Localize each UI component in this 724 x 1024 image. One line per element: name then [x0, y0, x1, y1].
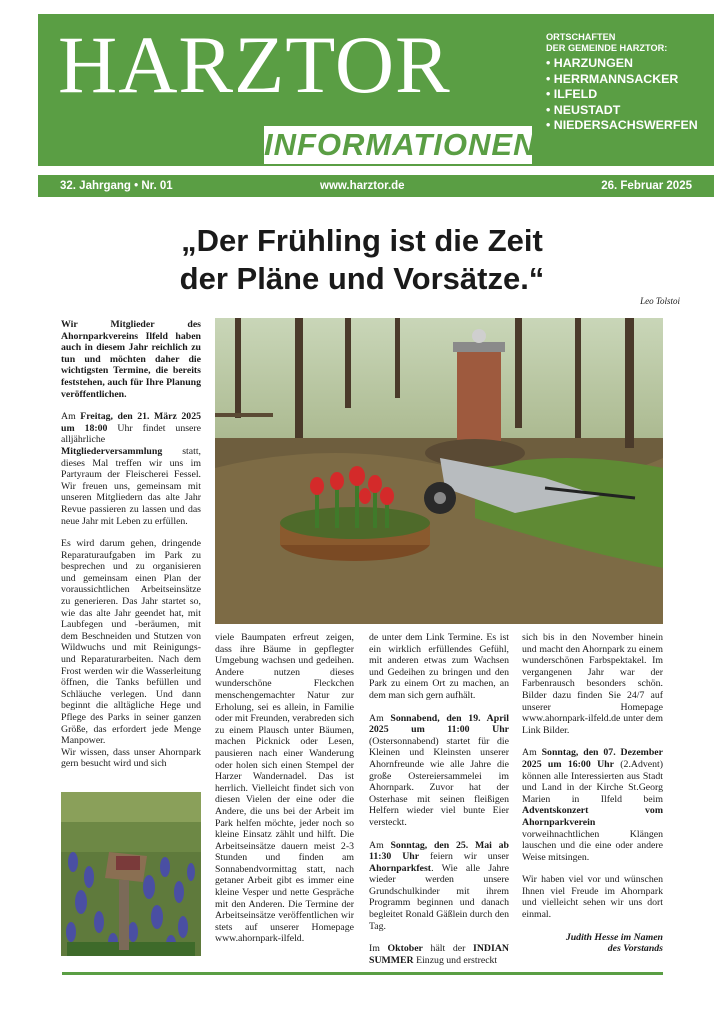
- website-link[interactable]: www.harztor.de: [320, 180, 405, 192]
- issue-date: 26. Februar 2025: [601, 180, 692, 192]
- paragraph-easter: Am Sonnabend, den 19. April 2025 um 11:00 Uhr (Ostersonnabend) startet für die Kleinen und Kleinsten unserer Ahornfreunde wie alle Jahre die große Ostereiersammelei im Ahornpark. Zuvor hat der Osterhase mit seinen fleißigen Helfern wieder viel bunte Eier versteckt.: [369, 712, 509, 828]
- paragraph-autumn-colors: sich bis in den November hinein und macht den Ahornpark zu einem wunderschönen Farbspektakel. Im vergangenen Jahr war der Farbenrausch besonders schön. Bilder dazu finden Sie 24/7 auf unserer Homepage www.ahornpark-ilfeld.de unter dem Link Bilder.: [522, 632, 663, 736]
- quote-author: Leo Tolstoi: [640, 296, 680, 306]
- article-column-1: [61, 319, 201, 781]
- park-main-photo: [215, 318, 663, 624]
- town-item: • HARZUNGEN: [546, 56, 633, 70]
- park-sign-photo: [61, 792, 201, 956]
- issue-number: 32. Jahrgang • Nr. 01: [60, 180, 173, 192]
- paragraph-closing: Wir haben viel vor und wünschen Ihnen viel Freude im Ahornpark und vielleicht sehen wir uns dort einmal.: [522, 874, 663, 921]
- signature-line-2: des Vorstands: [607, 943, 663, 955]
- town-list: [546, 56, 711, 134]
- paragraph-indian-summer: Im Oktober hält der INDIAN SUMMER Einzug und erstreckt: [369, 943, 509, 966]
- paragraph-work-plan: Es wird darum gehen, dringende Reparaturaufgaben im Park zu besprechen und zu organisieren und gemeinsam einen Plan der voraussichtlichen Arbeitseinsätze zu generieren. Das Jahr startet so, wie das alte Jahr geendet hat, mit Laubfegen und -beräumen, mit dem Beschneiden und Stutzen von Wildwuchs und mit Reinigungs- und Reparaturarbeiten. Nach dem Frost werden wir die Wasserleitung öffnen, die Tanks befüllen und Schläuche verlegen. Und dann beginnt die alltägliche Hege und Pflege des Parks in seiner ganzen Größe, das erfordert jede Menge Manpower.: [61, 538, 201, 747]
- paragraph-general-meeting: Am Freitag, den 21. März 2025 um 18:00 Uhr findet unsere alljährliche Mitgliederversammlung statt, dieses Mal treffen wir uns im Partyraum der Fleischerei Fessel. Wir freuen uns, gemeinsam mit unseren Mitgliedern das alte Jahr Revue passieren zu lassen und das neue Jahr mit Leben zu erfüllen.: [61, 411, 201, 527]
- town-item: • ILFELD: [546, 87, 598, 102]
- paragraph-advent-concert: Am Sonntag, den 07. Dezember 2025 um 16:00 Uhr (2.Advent) können alle Interessierten aus Stadt und Land in der Kirche St.Georg Marien in Ilfeld beim Adventskonzert vom Ahornparkverein vorweihnachtlichen Klängen lauschen und die eine oder andere Weise mitsingen.: [522, 747, 664, 863]
- issue-info-bar: [38, 175, 714, 197]
- article-intro: Wir Mitglieder des Ahornparkvereins Ilfeld haben auch in diesem Jahr reichlich zu tun und möchten daher die wichtigsten Termine, die bereits feststehen, auch für Ihre Planung veröffentlichen.: [61, 319, 201, 400]
- masthead: [38, 14, 714, 166]
- masthead-title: HARZTOR: [58, 19, 451, 110]
- paragraph-homepage: de unter dem Link Termine. Es ist ein wirklich erfüllendes Gefühl, mit anderen etwas zum Wachsen und Gedeihen zu bringen und den Park zu einem Ort zu machen, an dem man sich gern aufhält.: [369, 632, 509, 701]
- quote-line-1: „Der Frühling ist die Zeit: [181, 223, 543, 258]
- paragraph-volunteering: viele Baumpaten erfreut zeigen, dass ihre Bäume in gepflegter Umgebung wachsen und gedeihen. Andere nutzen dieses wunderschöne Fleckchen menschengemachter Natur zur Erholung, sei es allein, in Familie oder mit Freunden, verabreden sich zu einem Plausch unter Bäumen, machen Picknick oder Lesen, pausieren nach einer Wanderung oder holen sich einen Stempel der Harzer Wandernadel. Das ist herrlich. Vielleicht findet sich von diesen Vielen der eine oder die Andere, die uns bei der Arbeit im Park helfen möchte, jeder noch so kleine Einsatz zählt und hilft. Die Arbeitseinsätze dauern meist 2-3 Stunden und finden am Sonnabendvormittag statt, nach getaner Arbeit gibt es immer eine kleine Vesper und nette Gespräche mit den Anderen. Die Termine der Arbeitseinsätze veröffentlichen wir stets auf unserer Homepage www.ahornpark-ilfeld.: [215, 632, 355, 945]
- quote-line-2: der Pläne und Vorsätze.“: [179, 261, 545, 296]
- masthead-subtitle-box: [264, 126, 537, 164]
- paragraph-visitors: Wir wissen, dass unser Ahornpark gern besucht wird und sich: [61, 746, 201, 770]
- paragraph-park-festival: Am Sonntag, den 25. Mai ab 11:30 Uhr feiern wir unser Ahornparkfest. Wie alle Jahre wieder werden unsere Grundschulkinder mit ihrem Programm beginnen und danach begleitet Ronald Gäßlein durch den Tag.: [369, 839, 509, 932]
- town-list-heading-1: ORTSCHAFTEN: [546, 32, 616, 42]
- headline-quote: [40, 222, 684, 298]
- article-column-3: [369, 632, 509, 977]
- masthead-subtitle: INFORMATIONEN: [264, 127, 537, 162]
- signature-line-1: Judith Hesse im Namen: [565, 931, 663, 943]
- footer-divider: [62, 972, 663, 975]
- town-item: • HERRMANNSACKER: [546, 71, 679, 86]
- town-list-panel: [546, 32, 711, 134]
- town-item: • NEUSTADT: [546, 102, 621, 117]
- town-item: • NIEDERSACHSWERFEN: [546, 118, 698, 133]
- town-list-heading-2: DER GEMEINDE HARZTOR:: [546, 43, 668, 53]
- article-column-4: [522, 632, 663, 955]
- article-column-2: [215, 632, 354, 956]
